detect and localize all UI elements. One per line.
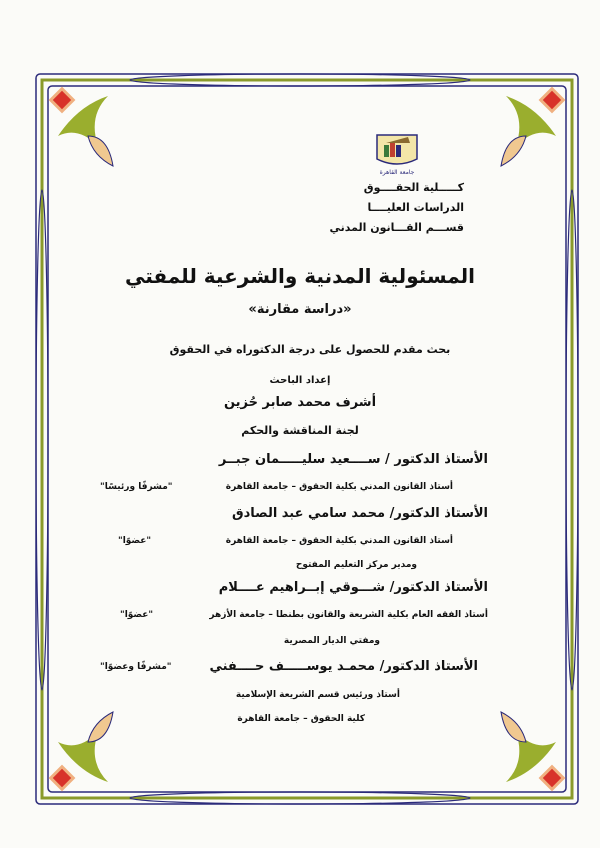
committee-member-title: ومدير مركز التعليم المفتوح — [295, 560, 417, 570]
prepared-by-label: إعداد الباحث — [269, 375, 331, 386]
committee-label: لجنة المناقشة والحكم — [241, 424, 359, 437]
committee-member-role: "مشرفًا وعضوًا" — [100, 662, 172, 672]
cairo-university-logo — [374, 133, 420, 177]
degree-purpose: بحث مقدم للحصول على درجة الدكتوراه في الحقوق — [169, 343, 451, 356]
committee-member-title: ومفتي الديار المصرية — [283, 636, 380, 646]
faculty-name: كـــــلية الحقــــوق — [363, 181, 464, 194]
committee-member-title: أستاذ ورئيس قسم الشريعة الإسلامية — [235, 690, 400, 700]
committee-member-name: الأستاذ الدكتور/ شـــوقي إبــراهيم عــــلام — [218, 580, 488, 595]
researcher-name: أشرف محمد صابر حُزين — [223, 395, 377, 410]
thesis-title: المسئولية المدنية والشرعية للمفتي — [124, 264, 476, 288]
committee-member-name: الأستاذ الدكتور/ محمـد يوســـــف حــــفني — [209, 659, 478, 674]
committee-member-title: أستاذ القانون المدني بكلية الحقوق – جامعة القاهرة — [225, 536, 453, 546]
department-name: قســـم القـــانون المدني — [329, 221, 464, 234]
thesis-subtitle: «دراسة مقارنة» — [248, 302, 352, 317]
corner-ornaments — [51, 89, 564, 790]
graduate-studies: الدراسات العليــــا — [367, 201, 464, 214]
svg-text:جامعة القاهرة: جامعة القاهرة — [379, 169, 415, 176]
committee-member-name: الأستاذ الدكتور / ســــعيد سليـــــمان جبــر — [218, 452, 488, 467]
committee-member-role: "عضوًا" — [118, 536, 152, 546]
committee-member-role: "عضوًا" — [120, 610, 154, 620]
committee-member-title: أستاذ القانون المدني بكلية الحقوق – جامعة القاهرة — [225, 482, 453, 492]
committee-member-role: "مشرفًا ورئيسًا" — [100, 482, 173, 492]
committee-member-name: الأستاذ الدكتور/ محمد سامي عبد الصادق — [231, 506, 488, 521]
committee-member-title: كلية الحقوق – جامعة القاهرة — [237, 714, 365, 724]
committee-member-title: أستاذ الفقه العام بكلية الشريعة والقانون بطنطا – جامعة الأزهر — [209, 610, 488, 620]
